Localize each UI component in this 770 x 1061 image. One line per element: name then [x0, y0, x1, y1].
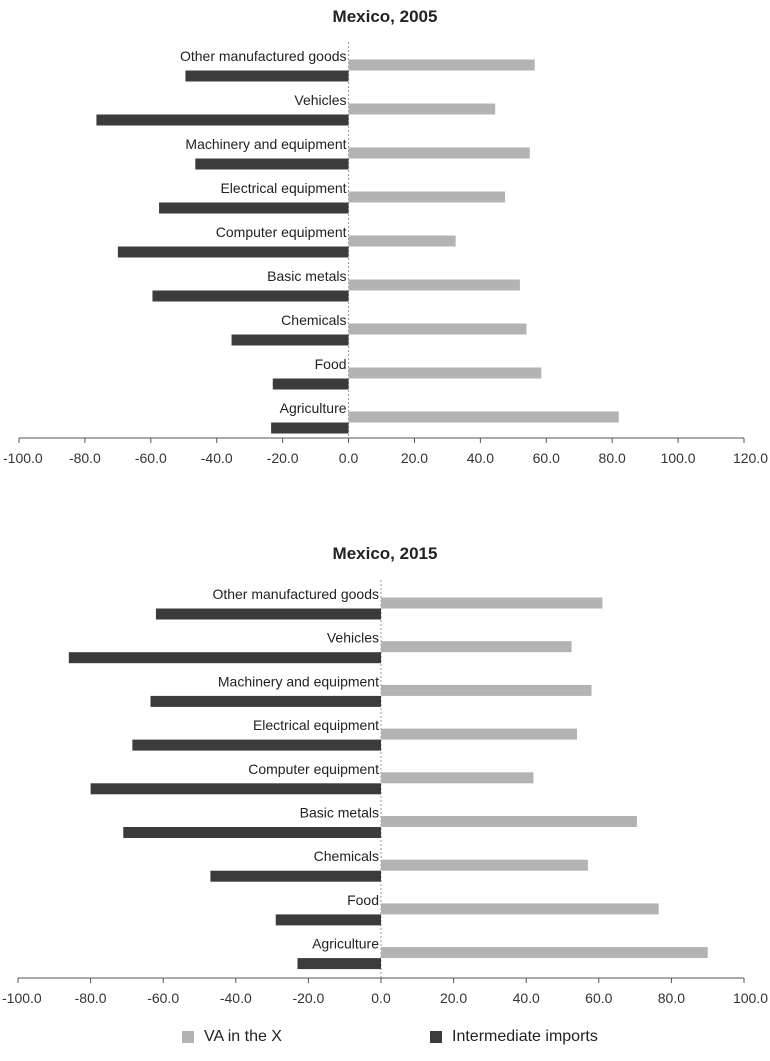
bar-imports — [232, 335, 349, 346]
bar-va — [381, 685, 592, 696]
bar-va — [349, 104, 496, 115]
category-label: Computer equipment — [248, 760, 379, 777]
x-tick-label: -100.0 — [2, 990, 42, 1006]
bar-va — [381, 816, 637, 827]
legend-item-imports — [430, 1028, 598, 1046]
bar-imports — [159, 203, 348, 214]
bar-imports — [96, 115, 348, 126]
category-label: Electrical equipment — [220, 180, 347, 196]
bar-va — [381, 860, 588, 871]
bar-va — [381, 598, 602, 609]
x-tick-label: -100.0 — [3, 450, 43, 466]
chart-title: Mexico, 2005 — [332, 7, 438, 26]
bar-va — [381, 772, 533, 783]
x-tick-label: 20.0 — [439, 990, 468, 1006]
x-tick-label: -80.0 — [68, 450, 101, 466]
legend-item-va — [182, 1028, 282, 1046]
x-tick-label: -60.0 — [147, 990, 180, 1006]
bar-imports — [150, 696, 381, 707]
x-tick-label: -20.0 — [292, 990, 325, 1006]
bar-va — [349, 148, 530, 159]
legend-label-va: VA in the X — [204, 1028, 282, 1045]
category-label: Food — [314, 356, 347, 372]
bar-imports — [132, 740, 381, 751]
bar-va — [349, 368, 542, 379]
category-label: Machinery and equipment — [217, 673, 379, 690]
x-tick-label: -80.0 — [74, 990, 107, 1006]
category-label: Basic metals — [267, 268, 347, 284]
bar-imports — [210, 871, 381, 882]
bar-va — [381, 947, 708, 958]
bar-va — [381, 729, 577, 740]
x-tick-label: 40.0 — [512, 990, 540, 1006]
chart-mexico-2015 — [0, 535, 770, 1015]
x-tick-label: 20.0 — [400, 450, 429, 466]
x-tick-label: 0.0 — [371, 990, 391, 1006]
category-label: Chemicals — [281, 312, 347, 328]
bar-va — [349, 236, 456, 247]
chart-mexico-2005 — [0, 0, 770, 480]
category-label: Machinery and equipment — [185, 136, 347, 152]
bar-imports — [156, 609, 381, 620]
legend-swatch-va — [182, 1031, 194, 1043]
bar-imports — [118, 247, 349, 258]
bar-va — [349, 60, 535, 71]
bar-va — [381, 641, 572, 652]
bar-imports — [69, 652, 381, 663]
category-label: Agriculture — [312, 935, 379, 952]
x-tick-label: 80.0 — [598, 450, 626, 466]
x-tick-label: 100.0 — [732, 990, 768, 1006]
x-tick-label: -60.0 — [134, 450, 167, 466]
x-tick-label: -20.0 — [266, 450, 299, 466]
bar-imports — [185, 71, 348, 82]
bar-imports — [91, 783, 381, 794]
category-label: Other manufactured goods — [179, 48, 347, 64]
category-label: Basic metals — [299, 804, 379, 821]
bar-imports — [276, 914, 381, 925]
category-label: Computer equipment — [215, 224, 347, 240]
bar-imports — [152, 291, 348, 302]
x-tick-label: 60.0 — [532, 450, 560, 466]
category-label: Agriculture — [279, 400, 347, 416]
bar-imports — [195, 159, 348, 170]
x-tick-label: -40.0 — [219, 990, 252, 1006]
category-label: Food — [347, 891, 379, 908]
category-label: Chemicals — [313, 848, 379, 865]
x-tick-label: 60.0 — [585, 990, 613, 1006]
x-tick-label: 120.0 — [732, 450, 768, 466]
bar-imports — [271, 423, 348, 434]
category-label: Electrical equipment — [252, 717, 379, 734]
x-tick-label: -40.0 — [200, 450, 233, 466]
x-tick-label: 100.0 — [660, 450, 696, 466]
legend-swatch-imports — [430, 1031, 442, 1043]
bar-imports — [273, 379, 349, 390]
bar-va — [349, 280, 520, 291]
bar-imports — [298, 958, 381, 969]
bar-imports — [123, 827, 381, 838]
category-label: Vehicles — [294, 92, 347, 108]
category-label: Vehicles — [326, 629, 379, 646]
category-label: Other manufactured goods — [212, 586, 379, 602]
bar-va — [381, 903, 659, 914]
legend-label-imports: Intermediate imports — [452, 1028, 598, 1045]
x-tick-label: 0.0 — [338, 450, 359, 466]
bar-va — [349, 324, 527, 335]
x-tick-label: 80.0 — [657, 990, 686, 1006]
legend — [0, 1028, 770, 1058]
x-tick-label: 40.0 — [466, 450, 494, 466]
bar-va — [349, 412, 619, 423]
bar-va — [349, 192, 506, 203]
chart-title: Mexico, 2015 — [332, 544, 438, 563]
